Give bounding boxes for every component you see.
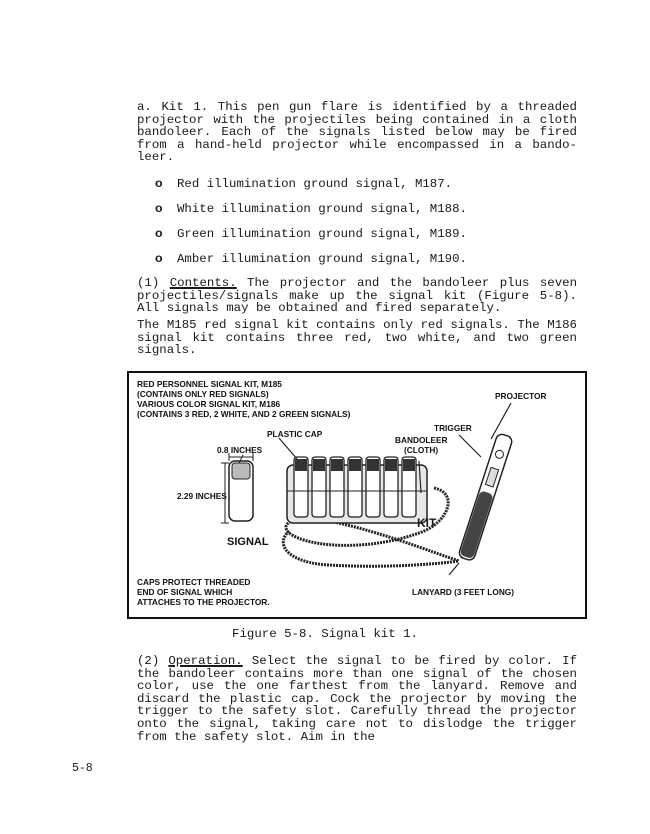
page-number: 5-8 (72, 762, 93, 775)
figure-title-line: (CONTAINS 3 RED, 2 WHITE, AND 2 GREEN SIGNALS) (137, 409, 351, 419)
section-text: Select the signal to be fired by color. If the bandoleer contains more than one signal of the chosen color, use the one farthest from the lanyard. Remove and discard the plastic cap. Cock the projector by moving the trigger to the safety slot. Carefully thread the projector onto the signal, taking care not to dislodge the trigger from the safety slot. Aim in the (137, 654, 578, 744)
lanyard-label: LANYARD (3 FEET LONG) (412, 587, 515, 597)
height-dimension-label: 2.29 INCHES (177, 491, 227, 501)
section-text: The projector and the bandoleer plus seven projectiles/signals make up the signal kit (Figure 5-8). All signals may be obtained and fired separately. (137, 276, 578, 316)
section-heading: Operation. (168, 654, 243, 668)
figure-title-line: RED PERSONNEL SIGNAL KIT, M185 (137, 379, 282, 389)
projector-label: PROJECTOR (495, 391, 547, 401)
caps-note-line: CAPS PROTECT THREADED (137, 577, 251, 587)
caps-note-line: ATTACHES TO THE PROJECTOR. (137, 597, 270, 607)
list-item (155, 201, 467, 216)
list-item-text: White illumination ground signal, M188. (177, 202, 467, 216)
section-number: (1) (137, 276, 160, 290)
list-item-text: Red illumination ground signal, M187. (177, 177, 453, 191)
figure-title-line: (CONTAINS ONLY RED SIGNALS) (137, 389, 269, 399)
bullet-mark: o (155, 251, 163, 265)
bullet-mark: o (155, 176, 163, 190)
width-dimension-label: 0.8 INCHES (217, 445, 263, 455)
caps-note-line: END OF SIGNAL WHICH (137, 587, 233, 597)
list-item (155, 226, 467, 241)
trigger-label: TRIGGER (434, 423, 472, 433)
figure-signal-kit (127, 371, 587, 619)
signal-label: SIGNAL (227, 536, 269, 548)
bullet-mark: o (155, 226, 163, 240)
bullet-mark: o (155, 201, 163, 215)
operation-paragraph (137, 655, 577, 743)
kit-label: KIT (417, 516, 437, 530)
list-item-text: Green illumination ground signal, M189. (177, 227, 467, 241)
figure-caption: Figure 5-8. Signal kit 1. (232, 627, 418, 641)
cloth-label: (CLOTH) (404, 445, 439, 455)
paragraph-a: a. Kit 1. This pen gun flare is identified by a threaded projector with the projectiles being contained in a cloth bandoleer. Each of the signals listed below may be fired from a hand-held projector while encompassed in a bando- leer. (137, 100, 577, 165)
list-item (155, 251, 467, 266)
figure-title-line: VARIOUS COLOR SIGNAL KIT, M186 (137, 399, 281, 409)
plastic-cap-label: PLASTIC CAP (267, 429, 323, 439)
contents-paragraph-2: The M185 red signal kit contains only red signals. The M186 signal kit contains three red, two white, and two green signals. (137, 318, 577, 358)
list-item-text: Amber illumination ground signal, M190. (177, 252, 467, 266)
contents-paragraph (137, 277, 577, 315)
bandoleer-label: BANDOLEER (395, 435, 448, 445)
list-item (155, 176, 452, 191)
section-number: (2) (137, 654, 160, 668)
section-heading: Contents. (169, 276, 237, 290)
